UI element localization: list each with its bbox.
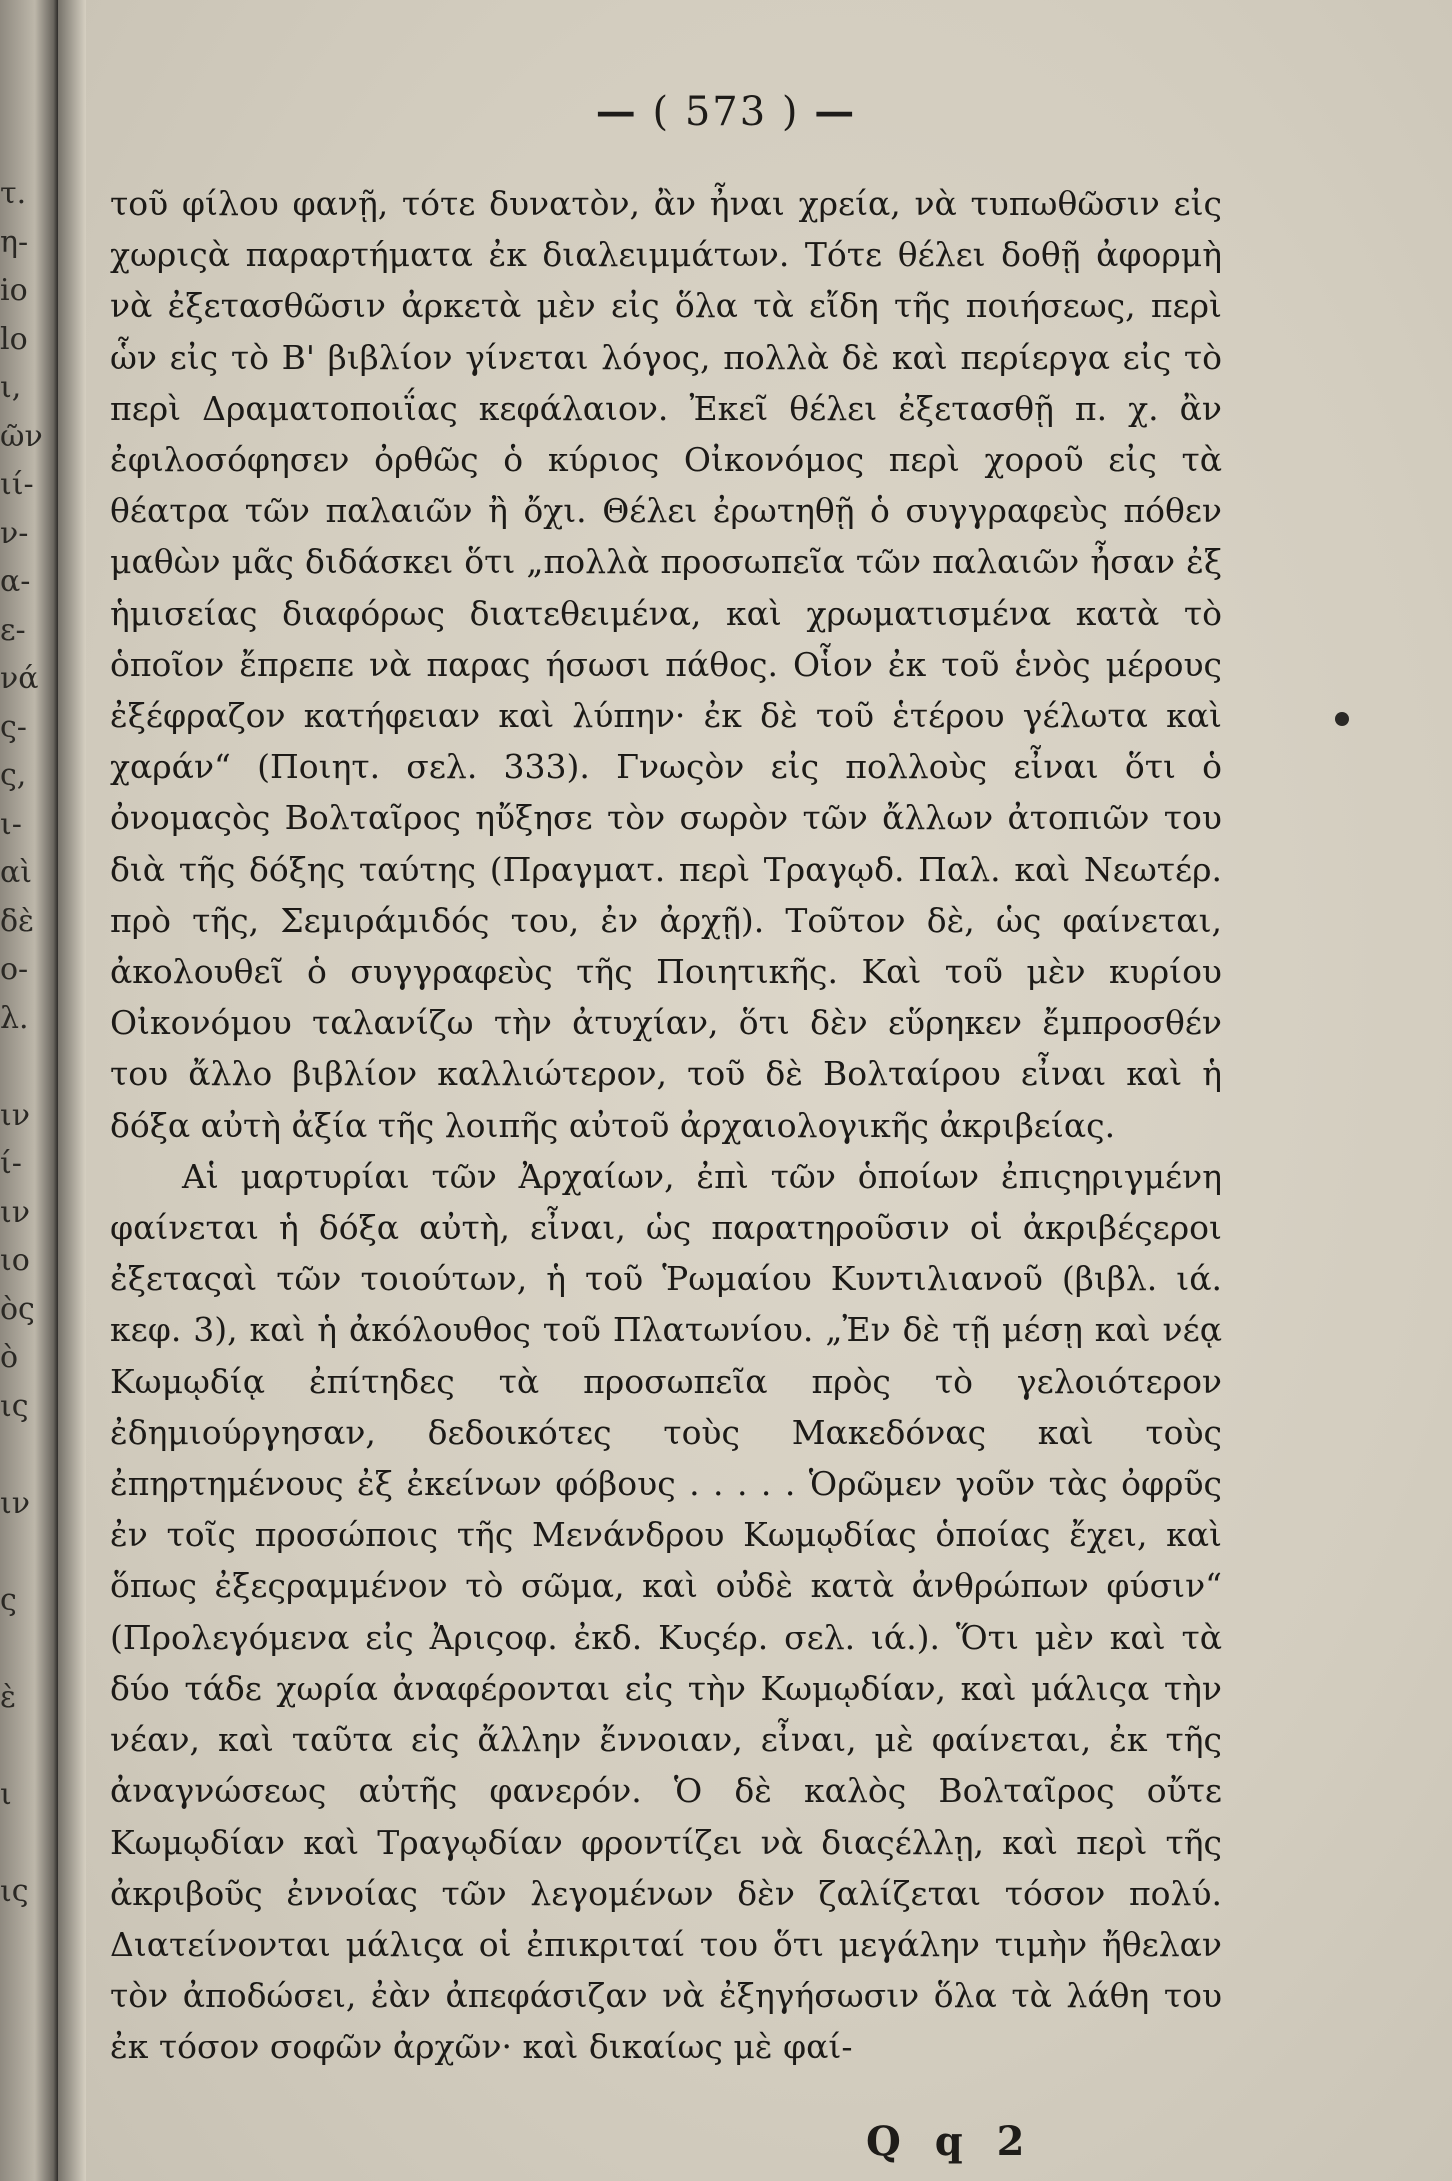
previous-page-fragment: ι xyxy=(0,1776,12,1812)
header-left-ornament: — xyxy=(595,88,638,135)
previous-page-fragment: ιί- xyxy=(0,467,34,502)
previous-page-fragment: ς- xyxy=(0,709,27,745)
previous-page-fragment xyxy=(0,1528,58,1577)
previous-page-fragment xyxy=(0,1819,58,1868)
previous-page-fragment: ιν xyxy=(0,1097,30,1133)
previous-page-fragment: νά xyxy=(0,661,39,696)
previous-page-fragment: ιο xyxy=(0,1243,30,1278)
previous-page-fragment: ὸς xyxy=(0,1291,35,1327)
previous-page-fragment xyxy=(0,1722,58,1771)
paragraph-2: Αἱ μαρτυρίαι τῶν Ἀρχαίων, ἐπὶ τῶν ὁποίων ἐπιςηριγμένη φαίνεται ἡ δόξα αὐτὴ, εἶναι, ὡς παρατηροῦσιν οἱ ἀκριβέςεροι ἐξεταςαὶ τῶν τοιούτων, ἡ τοῦ Ῥωμαίου Κυντιλιανοῦ (βιβλ. ιά. κεφ. 3), καὶ ἡ ἀκόλουθος τοῦ Πλατωνίου. „Ἐν δὲ τῇ μέσῃ καὶ νέᾳ Κωμῳδίᾳ ἐπίτηδες τὰ προσωπεῖα πρὸς τὸ γελοιότερον ἐδημιούργησαν, δεδοικότες τοὺς Μακεδόνας καὶ τοὺς ἐπηρτημένους ἐξ ἐκείνων φόβους . . . . . Ὁρῶμεν γοῦν τὰς ὀφρῦς ἐν τοῖς προσώποις τῆς Μενάνδρου Κωμῳδίας ὁποίας ἔχει, καὶ ὅπως ἐξεςραμμένον τὸ σῶμα, καὶ οὐδὲ κατὰ ἀνθρώπων φύσιν“ (Προλεγόμενα εἰς Ἀριςοφ. ἐκδ. Κυςέρ. σελ. ιά.). Ὅτι μὲν καὶ τὰ δύο τάδε χωρία ἀναφέρονται εἰς τὴν Κωμῳδίαν, καὶ μάλιςα τὴν νέαν, καὶ ταῦτα εἰς ἄλλην ἔννοιαν, εἶναι, μὲ φαίνεται, ἐκ τῆς ἀναγνώσεως αὐτῆς φανερόν. Ὁ δὲ καλὸς Βολταῖρος οὔτε Κωμῳδίαν καὶ Τραγῳδίαν φροντίζει νὰ διαςέλλῃ, καὶ περὶ τῆς ἀκριβοῦς ἐννοίας τῶν λεγομένων δὲν ζαλίζεται τόσον πολύ. Διατείνονται μάλιςα οἱ ἐπικριταί του ὅτι μεγάλην τιμὴν ἤθελαν τὸν ἀποδώσει, ἐὰν ἀπεφάσιζαν νὰ ἐξηγήσωσιν ὅλα τὰ λάθη του ἐκ τόσον σοφῶν ἀρχῶν· καὶ δικαίως μὲ φαί- xyxy=(110,1156,1222,2067)
body-text xyxy=(110,178,1222,2073)
previous-page-fragment: ι- xyxy=(0,806,22,842)
previous-page-fragment: ὲ xyxy=(0,1679,17,1715)
previous-page-fragment: ιν xyxy=(0,1485,30,1521)
signature-mark: Q q 2 xyxy=(866,2118,1035,2165)
paragraph-1: τοῦ φίλου φανῇ, τότε δυνατὸν, ἂν ἦναι χρεία, νὰ τυπωθῶσιν εἰς χωριςὰ παραρτήματα ἐκ διαλειμμάτων. Τότε θέλει δοθῇ ἀφορμὴ νὰ ἐξετασθῶσιν ἀρκετὰ μὲν εἰς ὅλα τὰ εἴδη τῆς ποιήσεως, περὶ ὧν εἰς τὸ Β' βιβλίον γίνεται λόγος, πολλὰ δὲ καὶ περίεργα εἰς τὸ περὶ Δραματοποιΐας κεφάλαιον. Ἐκεῖ θέλει ἐξετασθῇ π. χ. ἂν ἐφιλοσόφησεν ὀρθῶς ὁ κύριος Οἰκονόμος περὶ χοροῦ εἰς τὰ θέατρα τῶν παλαιῶν ἢ ὄχι. Θέλει ἐρωτηθῇ ὁ συγγραφεὺς πόθεν μαθὼν μᾶς διδάσκει ὅτι „πολλὰ προσωπεῖα τῶν παλαιῶν ἦσαν ἐξ ἡμισείας διαφόρως διατεθειμένα, καὶ χρωματισμένα κατὰ τὸ ὁποῖον ἔπρεπε νὰ παρας ήσωσι πάθος. Οἷον ἐκ τοῦ ἑνὸς μέρους ἐξέφραζον κατήφειαν καὶ λύπην· ἐκ δὲ τοῦ ἑτέρου γέλωτα καὶ χαράν“ (Ποιητ. σελ. 333). Γνωςὸν εἰς πολλοὺς εἶναι ὅτι ὁ ὀνομαςὸς Βολταῖρος ηὔξησε τὸν σωρὸν τῶν ἄλλων ἀτοπιῶν του διὰ τῆς δόξης ταύτης (Πραγματ. περὶ Τραγῳδ. Παλ. καὶ Νεωτέρ. πρὸ τῆς, Σεμιράμιδός του, ἐν ἀρχῇ). Τοῦτον δὲ, ὡς φαίνεται, ἀκολουθεῖ ὁ συγγραφεὺς τῆς Ποιητικῆς. Καὶ τοῦ μὲν κυρίου Οἰκονόμου ταλανίζω τὴν ἀτυχίαν, ὅτι δὲν εὕρηκεν ἔμπροσθέν του ἄλλο βιβλίον καλλιώτερον, τοῦ δὲ Βολταίρου εἶναι καὶ ἡ δόξα αὐτὴ ἀξία τῆς λοιπῆς αὐτοῦ ἀρχαιολογικῆς ἀκριβείας. xyxy=(110,184,1222,1145)
previous-page-fragment: ς, xyxy=(0,758,27,793)
ink-spot xyxy=(1335,712,1349,726)
previous-page-fragment: ε- xyxy=(0,612,26,648)
previous-page-fragment xyxy=(0,1625,58,1674)
page-header xyxy=(0,88,1452,135)
previous-page-fragment: ί- xyxy=(0,1146,22,1181)
previous-page-fragment: ι, xyxy=(0,370,22,405)
previous-page-fragment: ς xyxy=(0,1582,17,1618)
previous-page-fragment: ις xyxy=(0,1873,29,1909)
header-right-ornament: — xyxy=(814,88,857,135)
previous-page-fragment: ν- xyxy=(0,515,29,551)
previous-page-fragment: α- xyxy=(0,564,31,599)
gutter-shadow xyxy=(58,0,86,2181)
previous-page-fragment: αὶ xyxy=(0,855,33,890)
previous-page-fragment: τ. xyxy=(0,176,27,211)
page-number: ( 573 ) xyxy=(652,89,800,135)
previous-page-fragment: λ. xyxy=(0,1000,29,1036)
previous-page-fragment: ις xyxy=(0,1388,29,1424)
previous-page-edge xyxy=(0,170,58,1916)
previous-page-fragment: io xyxy=(0,273,28,308)
previous-page-fragment: η- xyxy=(0,224,29,260)
previous-page-fragment: ιν xyxy=(0,1194,30,1230)
previous-page-fragment: ο- xyxy=(0,952,29,987)
previous-page-fragment xyxy=(0,1043,58,1092)
previous-page-fragment: ῶν xyxy=(0,418,43,454)
previous-page-fragment: δὲ xyxy=(0,903,35,939)
previous-page-fragment: lo xyxy=(0,321,28,357)
previous-page-fragment: ὸ xyxy=(0,1340,19,1375)
previous-page-fragment xyxy=(0,1431,58,1480)
